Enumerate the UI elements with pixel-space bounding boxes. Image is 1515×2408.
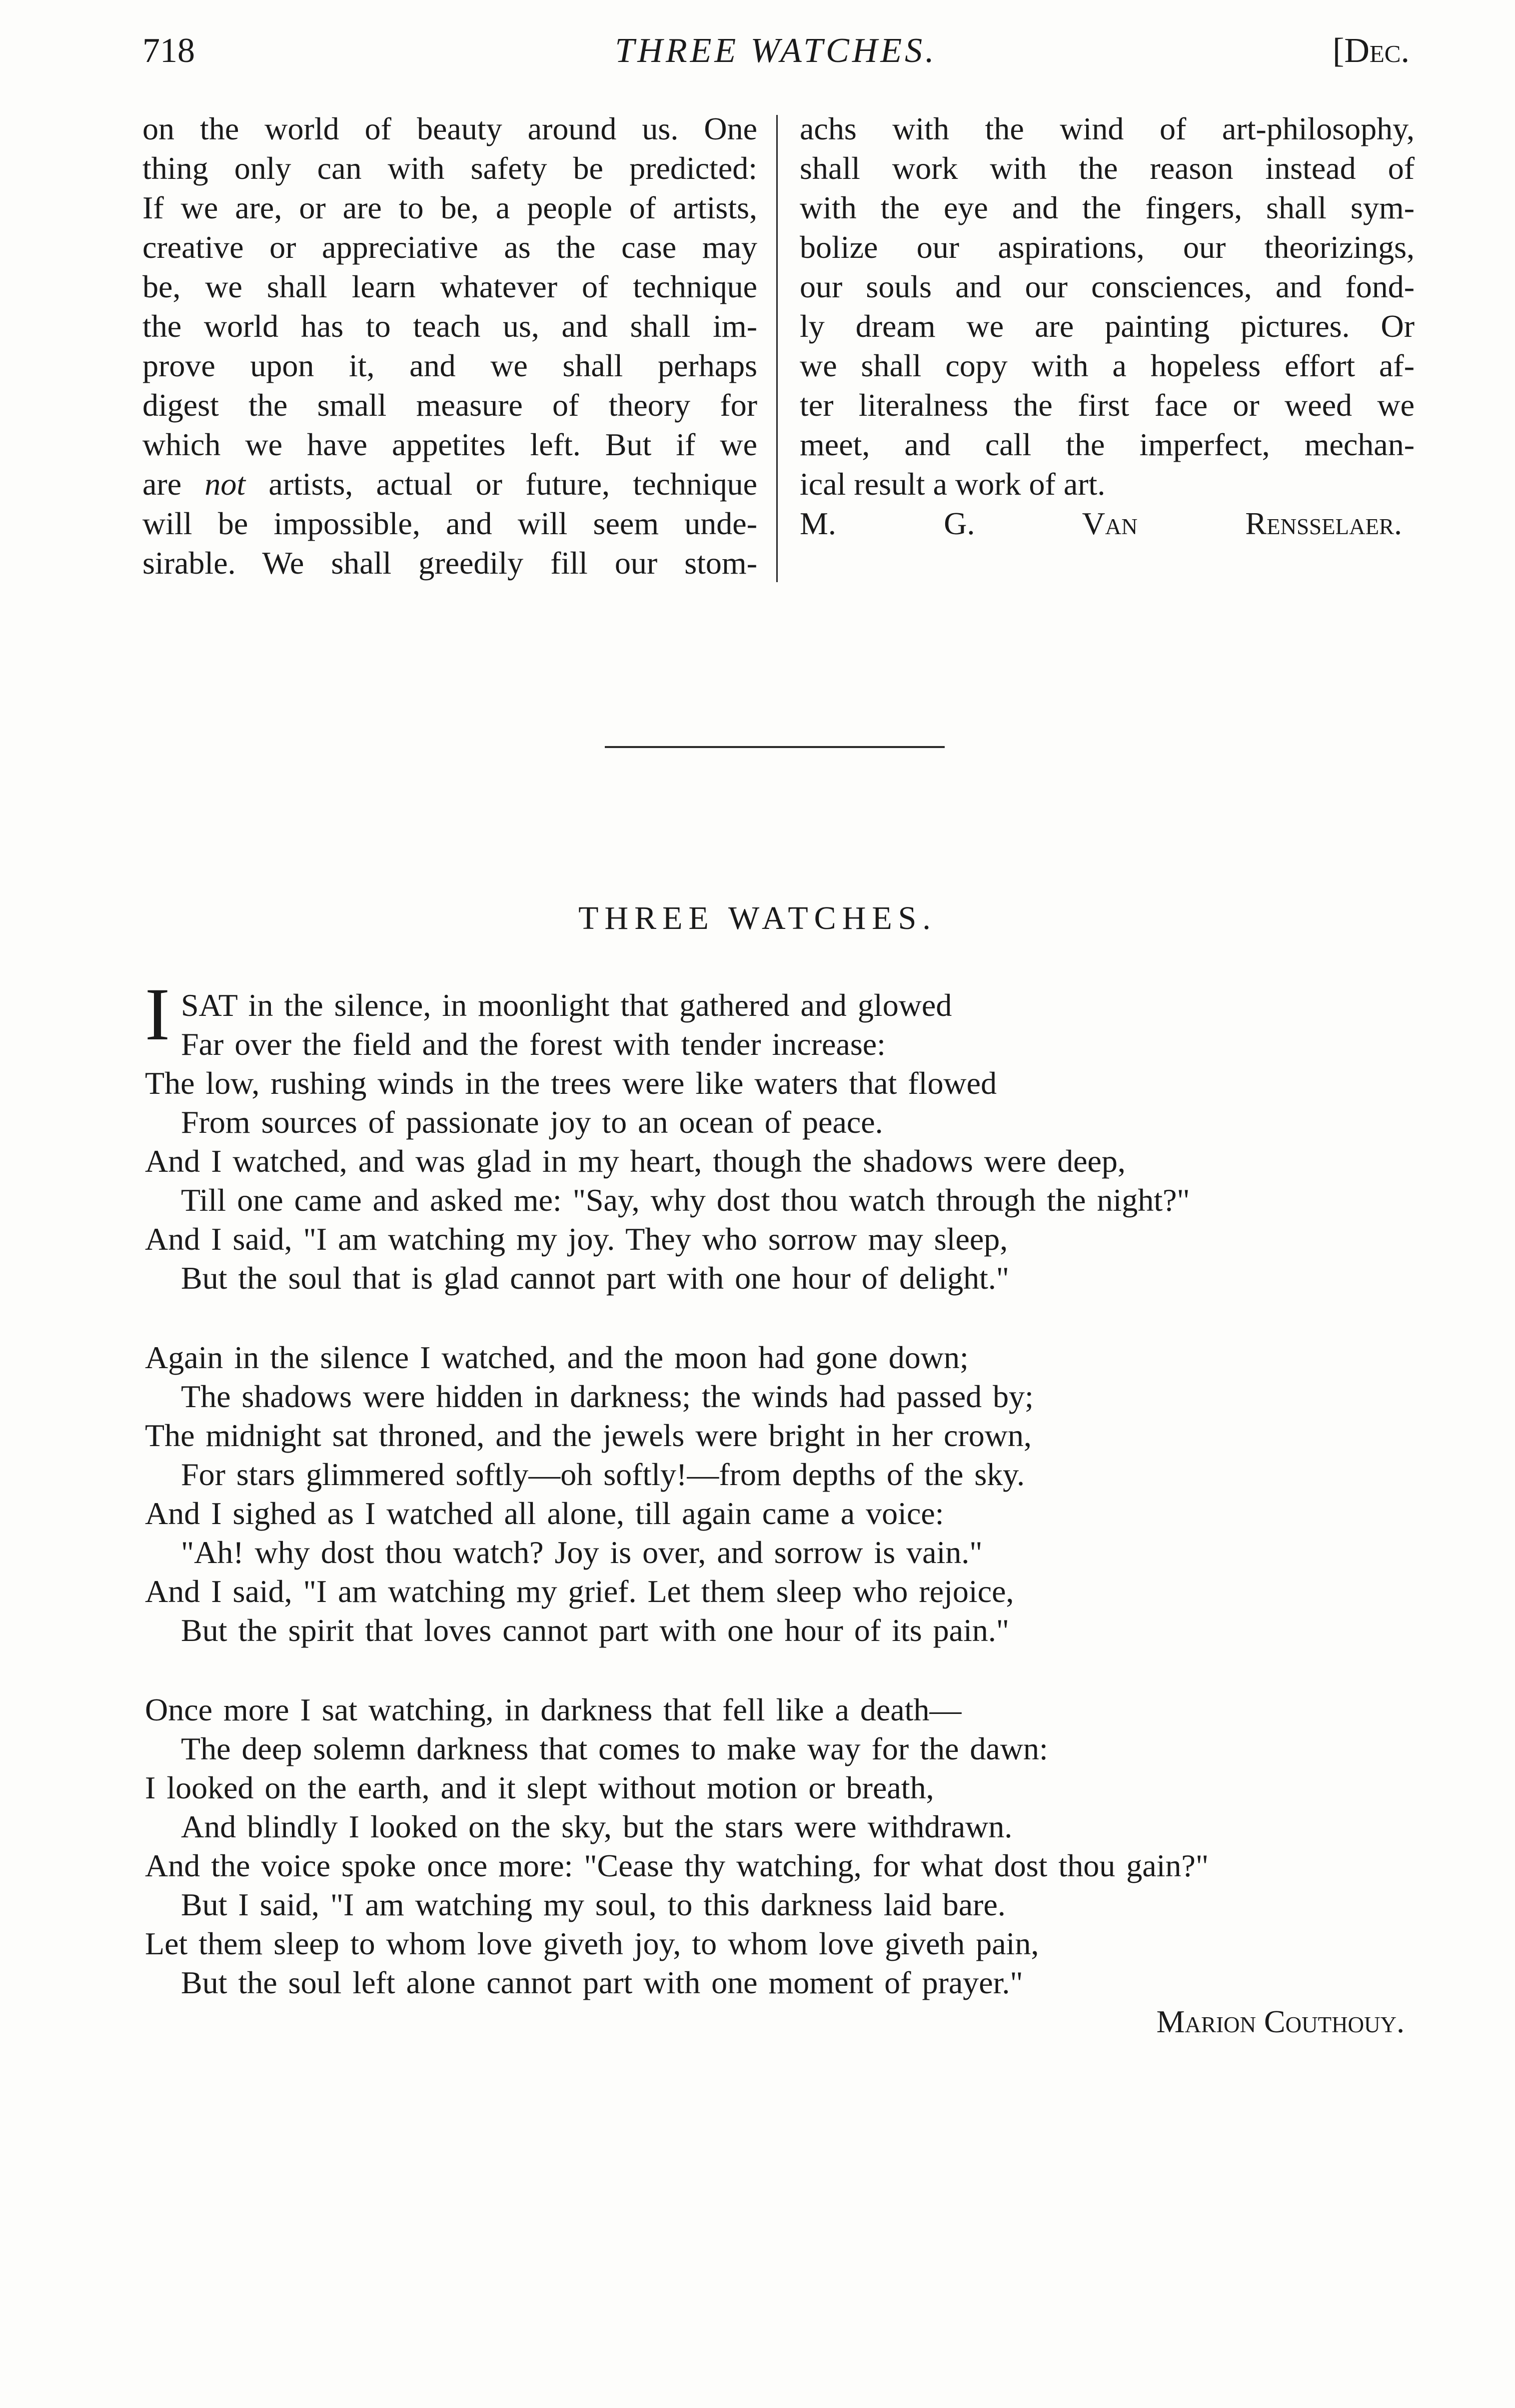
poem-line: But the soul that is glad cannot part with one hour of delight." (181, 1260, 1009, 1296)
poem-line: And blindly I looked on the sky, but the stars were withdrawn. (181, 1809, 1013, 1844)
article-author-signature: M. G. Van Rensselaer. (800, 506, 1402, 541)
section-separator-rule (605, 746, 945, 748)
poem-line: "Ah! why dost thou watch? Joy is over, and sorrow is vain." (181, 1535, 983, 1570)
text-line: ter literalness the first face or weed we (800, 387, 1415, 423)
text-line: If we are, or are to be, a people of artists, (142, 190, 757, 225)
poem-line: For stars glimmered softly—oh softly!—from depths of the sky. (181, 1457, 1025, 1492)
text-line: ly dream we are painting pictures. Or (800, 308, 1415, 344)
text-line: sirable. We shall greedily fill our stom- (142, 545, 757, 581)
poem-line: And I watched, and was glad in my heart, though the shadows were deep, (145, 1143, 1126, 1179)
text-fragment: are (142, 466, 205, 502)
poem-line: But the soul left alone cannot part with one moment of prayer." (181, 1965, 1023, 2000)
text-line: shall work with the reason instead of (800, 150, 1415, 186)
poem-line: Again in the silence I watched, and the moon had gone down; (145, 1340, 969, 1375)
text-line: creative or appreciative as the case may (142, 229, 757, 265)
running-title: THREE WATCHES. (615, 31, 937, 70)
text-line: prove upon it, and we shall perhaps (142, 348, 757, 383)
poem-line: Far over the field and the forest with tender increase: (181, 1026, 886, 1062)
poem-line: The deep solemn darkness that comes to make way for the dawn: (181, 1731, 1048, 1766)
text-line: meet, and call the imperfect, mechan- (800, 427, 1415, 462)
text-line: digest the small measure of theory for (142, 387, 757, 423)
poem-line: Till one came and asked me: "Say, why dost thou watch through the night?" (181, 1182, 1190, 1218)
poem-line: I looked on the earth, and it slept without motion or breath, (145, 1770, 934, 1805)
text-line: be, we shall learn whatever of technique (142, 269, 757, 304)
text-line: thing only can with safety be predicted: (142, 150, 757, 186)
poem-line: From sources of passionate joy to an ocean of peace. (181, 1104, 883, 1140)
running-date: [Dec. (1333, 31, 1410, 70)
poem-line: The low, rushing winds in the trees were like waters that flowed (145, 1065, 997, 1101)
poem-line: And I said, "I am watching my grief. Let them sleep who rejoice, (145, 1574, 1014, 1609)
poem-line: The shadows were hidden in darkness; the winds had passed by; (181, 1379, 1034, 1414)
text-fragment: artists, actual or future, technique (245, 466, 758, 502)
poem-line: The midnight sat throned, and the jewels were bright in her crown, (145, 1418, 1032, 1453)
poem-line: And I said, "I am watching my joy. They who sorrow may sleep, (145, 1221, 1008, 1257)
right-column (800, 109, 1415, 541)
text-line: bolize our aspirations, our theorizings, (800, 229, 1415, 265)
poem-line: And the voice spoke once more: "Cease thy watching, for what dost thou gain?" (145, 1848, 1209, 1883)
italic-word: not (204, 466, 246, 502)
drop-cap-initial: I (145, 973, 170, 1056)
poem-line: Let them sleep to whom love giveth joy, to whom love giveth pain, (145, 1926, 1039, 1961)
column-divider (776, 115, 778, 582)
running-header (142, 31, 1410, 76)
poem-title: THREE WATCHES. (578, 900, 937, 936)
page-number: 718 (142, 31, 195, 70)
text-line: achs with the wind of art-philosophy, (800, 111, 1415, 146)
poem-line: Once more I sat watching, in darkness that fell like a death— (145, 1692, 962, 1727)
text-line: the world has to teach us, and shall im- (142, 308, 757, 344)
text-line: our souls and our consciences, and fond- (800, 269, 1415, 304)
text-line: we shall copy with a hopeless effort af- (800, 348, 1415, 383)
poem-line: And I sighed as I watched all alone, till again came a voice: (145, 1496, 944, 1531)
text-line-with-italic (142, 464, 757, 504)
poem-line: SAT in the silence, in moonlight that gathered and glowed (181, 987, 952, 1023)
poem-line: But the spirit that loves cannot part with one hour of its pain." (181, 1612, 1009, 1648)
text-line: will be impossible, and will seem unde- (142, 506, 757, 541)
text-line: with the eye and the fingers, shall sym- (800, 190, 1415, 225)
text-line: which we have appetites left. But if we (142, 427, 757, 462)
left-column (142, 109, 757, 583)
poem-line: But I said, "I am watching my soul, to this darkness laid bare. (181, 1887, 1006, 1922)
text-line: ical result a work of art. (800, 466, 1106, 502)
text-line: on the world of beauty around us. One (142, 111, 757, 146)
poem-author-signature: Marion Couthouy. (1156, 2004, 1405, 2039)
